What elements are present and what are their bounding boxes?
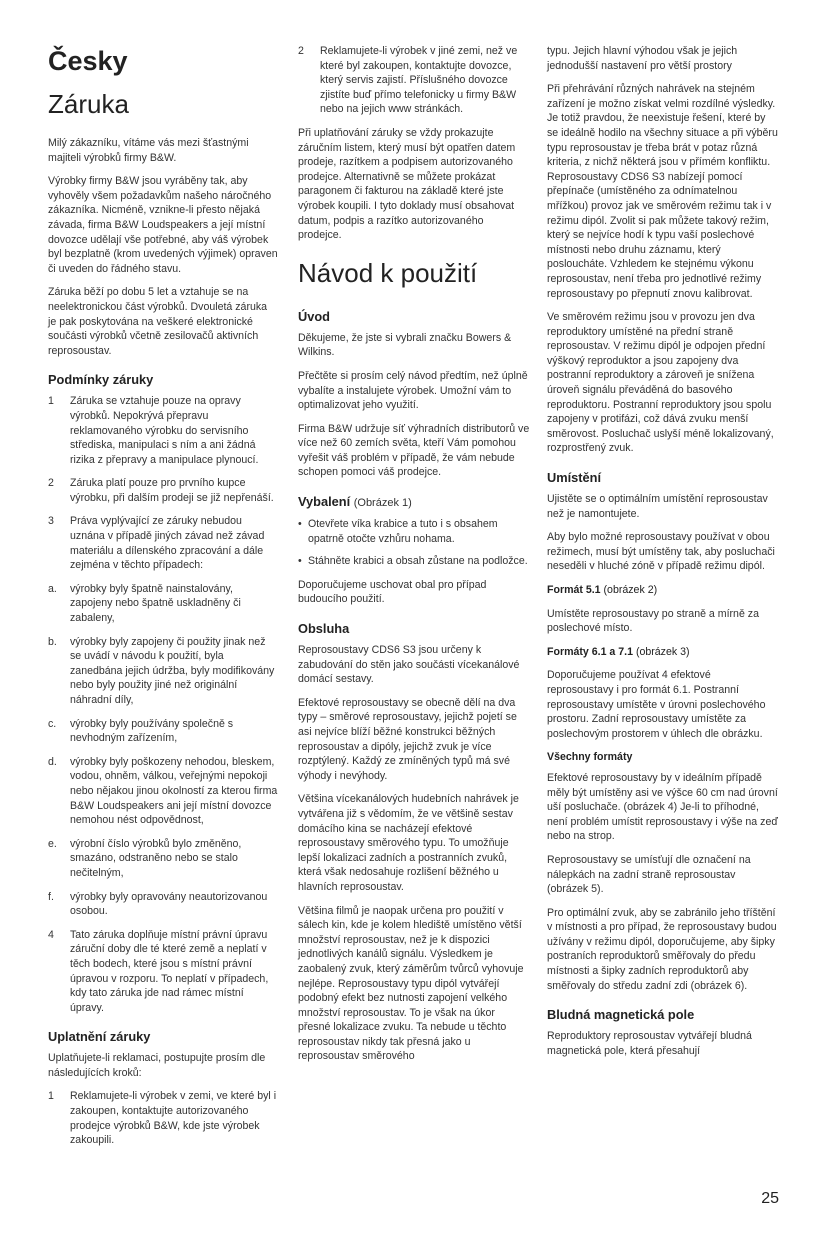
unpack-paragraph: Doporučujeme uschovat obal pro případ budoucího použití.	[298, 578, 487, 606]
unpack-list	[298, 517, 530, 569]
all-formats-heading: Všechny formáty	[547, 751, 633, 764]
conditions-list	[48, 394, 278, 1015]
warranty-title: Záruka	[48, 89, 129, 119]
list-item: 3 Práva vyplývající ze záruky nebudou uznána v případě jiných závad než závad materiálu a dílenského zpracování a dále zejména v těchto případech:	[48, 515, 265, 572]
operation-paragraph-1: Reprosoustavy CDS6 S3 jsou určeny k zabudování do stěn jako součásti vícekanálové domácí sestavy.	[298, 644, 520, 686]
placement-paragraph-2: Aby bylo možné reprosoustavy používat v obou režimech, musí být umístěny tak, aby posluchači neseděli v hluché zóně v případě režimu dipól.	[547, 531, 775, 573]
column-1	[48, 44, 278, 1157]
all-formats-paragraph-1: Efektové reprosoustavy by v ideálním případě měly být umístěny asi ve výšce 60 cm nad úrovní uší posluchače. (obrázek 4) Je-li to příhodné, není problém umístit reprosoustavy i výše na zeď nebo na strop.	[547, 771, 778, 843]
list-item: b. výrobky byly zapojeny či použity jinak než se uvádí v návodu k použití, byla zanedbána jejich údržba, byly modifikovány nebo byly použity jiné než originální náhradní díly,	[48, 635, 275, 706]
claim-outro: Při uplatňování záruky se vždy prokazujte záručním listem, který musí být opatřen datem prodeje, razítkem a podpisem autorizovaného prodejce. Alternativně se můžete prokázat paragonem či fakturou na základě které jste výrobek koupili. I tyto doklady musí obsahovat datum, podpis a razítko autorizovaného prodejce.	[298, 126, 516, 242]
list-item: • Stáhněte krabici a obsah zůstane na podložce.	[298, 555, 528, 568]
unpack-heading: Vybalení (Obrázek 1)	[298, 494, 412, 510]
list-item: 2 Reklamujete-li výrobek v jiné zemi, než ve které byl zakoupen, kontaktujte dovozce, který servis zajistí. Příslušného dovozce zjistíte buď přímo telefonicky u firmy B&W nebo na jejich www stránkách.	[298, 45, 518, 116]
operation-heading: Obsluha	[298, 621, 350, 637]
operation-paragraph-3: Většina vícekanálových hudebních nahrávek je vytvářena již s vědomím, že ve většině sestav domácího kina se nacházejí efektové reprosoustavy směrového typu. To umožňuje lepší lokalizaci zadních a postranních zvuků, která však nedosahuje rozlišení běžného u hlavních reprosoustav.	[298, 793, 519, 893]
warranty-paragraph-2: Záruka běží po dobu 5 let a vztahuje se na neelektronickou část výrobků. Dvouletá záruka je pak poskytována na veškeré elektronické součásti výrobků včetně zesilovačů aktivních reprosoustav.	[48, 286, 268, 357]
claim-intro: Uplatňujete-li reklamaci, postupujte prosím dle následujících kroků:	[48, 1052, 266, 1079]
manual-title: Návod k použití	[298, 257, 478, 288]
language-heading: Česky	[48, 46, 128, 76]
magnetic-paragraph-1: Reproduktory reprosoustav vytvářejí bludná magnetická pole, která přesahují	[547, 1030, 752, 1057]
format-61-heading: Formáty 6.1 a 7.1 (obrázek 3)	[547, 645, 690, 658]
column-3	[547, 44, 779, 1067]
column-2	[298, 44, 530, 1073]
operation-paragraph-6: Ve směrovém režimu jsou v provozu jen dva reproduktory umístěné na přední straně reprosoustav. V režimu dipól je odpojen přední výškový reproduktor a jsou zapojeny dva postranní reproduktory a zároveň je snížena úroveň signálu převáděná do basového reproduktoru. Postranní reproduktory jsou spolu zapojeny v protifázi, což dává zvuku menší směrovost. Posluchač uslyší méně lokalizovaný, rozprostřený zvuk.	[547, 311, 774, 455]
page-number: 25	[761, 1190, 779, 1207]
list-item: 1 Záruka se vztahuje pouze na opravy výrobků. Nepokrývá přepravu reklamovaného výrobku do servisního střediska, manipulaci s ním a ani žádná rizika z přepravy a manipulace plynoucí.	[48, 395, 259, 466]
operation-paragraph-4: Většina filmů je naopak určena pro použití v sálech kin, kde je kolem hlediště umístěno větší množství reprosoustav, než je k dispozici jednotlivých kanálů signálu. Výsledkem je zaobalený zvuk, který záměrům tvůrců vyhovuje nejlépe. Reprosoustavy typu dipól vytvářejí podobný efekt bez nutnosti zapojení velkého množství reprosoustav. To je však na úkor přesné lokalizace zvuku. Ta nebude u těchto reprosoustav nikdy tak přesná jako u reprosoustav směrového	[298, 904, 524, 1063]
claim-heading: Uplatnění záruky	[48, 1029, 151, 1045]
claim-steps-list-part-1	[48, 1089, 278, 1147]
intro-paragraph-1: Děkujeme, že jste si vybrali značku Bowers & Wilkins.	[298, 331, 512, 359]
list-item: f. výrobky byly opravovány neautorizovanou osobou.	[48, 890, 268, 918]
intro-paragraph-2: Přečtěte si prosím celý návod předtím, než úplně vybalíte a instalujete výrobek. Umožní vám to optimalizovat jeho využití.	[298, 369, 528, 412]
list-item: • Otevřete víka krabice a tuto i s obsahem opatrně otočte vzhůru nohama.	[298, 518, 498, 545]
intro-heading: Úvod	[298, 308, 330, 324]
list-item: c. výrobky byly používány společně s nevhodným zařízením,	[48, 717, 234, 745]
placement-heading: Umístění	[547, 470, 602, 486]
format-61-paragraph: Doporučujeme používat 4 efektové reprosoustavy i pro formát 6.1. Postranní reprosoustavy umístěte v úrovni poslechového prostoru. Zadní reprosoustavy umístěte za poslechovým prostorem v úhlech dle obrázku.	[547, 669, 766, 740]
list-item: 1 Reklamujete-li výrobek v zemi, ve které byl i zakoupen, kontaktujte autorizovaného prodejce výrobků B&W, kde jste výrobek zakoupili.	[48, 1090, 277, 1147]
operation-paragraph-4-continued: typu. Jejich hlavní výhodou však je jejich jednodušší nastavení pro větší prostory	[547, 45, 738, 72]
claim-steps-list-part-2	[298, 44, 530, 117]
figure-reference: (obrázek 2)	[603, 584, 658, 596]
warranty-paragraph-1: Výrobky firmy B&W jsou vyráběny tak, aby vyhověly všem požadavkům našeho náročného zákazníka. Nicméně, vznikne-li přesto nějaká závada, firma B&W Loudspeakers a její místní dovozce udělají vše potřebné, aby váš výrobek byl bezplatně (krom uvedených výjimek) opraven či uveden do řádného stavu.	[48, 175, 278, 275]
figure-reference: (Obrázek 1)	[353, 497, 412, 510]
list-item: e. výrobní číslo výrobků bylo změněno, smazáno, odstraněno nebo se stalo nečitelným,	[48, 837, 242, 879]
list-item: d. výrobky byly poškozeny nehodou, bleskem, vodou, ohněm, válkou, veřejnými nepokoji nebo nějakou jinou okolností za kterou firma B&W Loudspeakers ani její místní dovozce nemohou nést odpovědnost,	[48, 755, 278, 827]
intro-paragraph-3: Firma B&W udržuje síť výhradních distributorů ve více než 60 zemích světa, kteří Vám pomohou vyřešit váš problém v případě, že vám nebude schopen pomoci váš prodejce.	[298, 422, 530, 479]
operation-paragraph-2: Efektové reprosoustavy se obecně dělí na dva typy – směrové reprosoustavy, jejichž pojetí se asi nejvíce blíží běžné konstrukci běžných reprosoustav a dipóly, jejichž zvuk je více rozptýlený. Každý ze zmíněných typů má své výhody i nevýhody.	[298, 696, 517, 782]
list-item: a. výrobky byly špatně nainstalovány, zapojeny nebo špatně uskladněny či zabaleny,	[48, 582, 241, 625]
all-formats-paragraph-3: Pro optimální zvuk, aby se zabránilo jeho tříštění v místnosti a pro případ, že reprosoustavy budou užívány v režimu dipól, doporučujeme, aby šipky postraních reproduktorů směřovaly do předu místnosti a šipky zadních reproduktorů aby směřovaly do středu zadní zdi (obrázek 6).	[547, 906, 777, 992]
all-formats-paragraph-2: Reprosoustavy se umísťují dle označení na nálepkách na zadní straně reprosoustav (obrázek 5).	[547, 853, 751, 896]
list-item: 4 Tato záruka doplňuje místní právní úpravu záruční doby dle té které země a neplatí v těch bodech, které jsou s místní právní úpravou v rozporu. To neplatí v případech, kdy tato záruka jde nad rámec místní úpravy.	[48, 928, 269, 1014]
placement-paragraph-1: Ujistěte se o optimálním umístění reprosoustav než je namontujete.	[547, 493, 768, 520]
operation-paragraph-5: Při přehrávání různých nahrávek na stejném zařízení je možno získat velmi rozdílné výsledky. Je totiž pravdou, že neexistuje řešení, které by se ideálně hodilo na všechny situace a při výběru typu reprosoustav je třeba brát v potaz různá kriteria, z nichž některá jsou v přímém konfliktu. Reprosoustavy CDS6 S3 nabízejí pomocí přepínače (umístěného za odnímatelnou mřížkou) provoz jak ve směrovém režimu tak i v režimu dipól. Zvolit si pak můžete takový režim, který se nejvíce hodí k typu vaší poslechové místnosti nebo druhu záznamu, který posloucháte. Vzhledem ke stejnému výkonu reprosoustav, není třeba pro jednotlivé režimy reprosoustavy po přepnutí znovu kalibrovat.	[547, 83, 778, 300]
magnetic-heading: Bludná magnetická pole	[547, 1007, 695, 1023]
list-item: 2 Záruka platí pouze pro prvního kupce výrobku, při dalším prodeji se již nepřenáší.	[48, 477, 274, 504]
conditions-heading: Podmínky záruky	[48, 372, 154, 388]
format-51-heading: Formát 5.1 (obrázek 2)	[547, 584, 658, 596]
format-51-paragraph: Umístěte reprosoustavy po straně a mírně za poslechové místo.	[547, 607, 759, 635]
warranty-intro: Milý zákazníku, vítáme vás mezi šťastnými majiteli výrobků firmy B&W.	[48, 137, 249, 164]
figure-reference: (obrázek 3)	[635, 645, 690, 658]
